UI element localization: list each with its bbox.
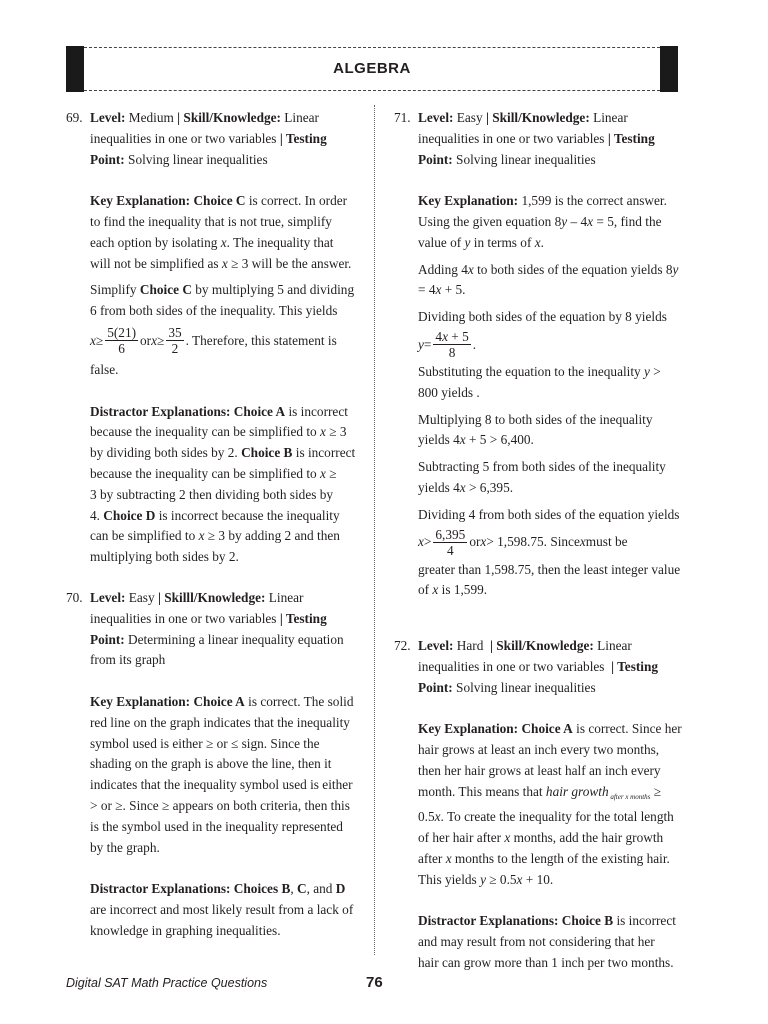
key-explanation: Key Explanation: Choice A is correct. The solid bbox=[90, 693, 354, 709]
distractor-explanation: Distractor Explanations: Choices B, C, and D bbox=[90, 881, 346, 897]
meta-line-3: Point: Solving linear inequalities bbox=[90, 151, 268, 167]
key-explanation: Key Explanation: Choice C is correct. In order bbox=[90, 193, 348, 209]
meta-line-1: Level: Medium | Skill/Knowledge: Linear bbox=[90, 110, 319, 125]
distractor-explanation: Distractor Explanations: Choice A is incorrect bbox=[90, 403, 348, 419]
question-69: 69. Level: Medium | Skill/Knowledge: Linear inequalities in one or two variables | Testing Point: Solving linear inequalities Key Explanation: Choice C is correct. In order to find the inequality that is not true, simplify each option by isolating x. The inequality that will not be simplified as x ≥ 3 will be the answer. Simplify Choice C by multiplying 5 and dividing 6 from both sides of the inequality. This yields x ≥ $\frac{5(21)}{6}$ or x ≥ $\frac{35}{2}$ . Therefore, this statement is false. Distractor Explanations: Choice A is incorrect because the inequality can be simplified to x ≥ 3 by dividing both sides by 2. Choice B is incorrect because the inequality can be simplified to x ≥ 3 by subtracting 2 then dividing both sides by 4. Choice D is incorrect because the inequality can be simplified to x ≥ 3 by adding 2 and then multiplying both sides by 2. bbox=[66, 110, 356, 565]
left-column bbox=[66, 108, 356, 568]
question-70: 70. Level: Easy | Skilll/Knowledge: Linear inequalities in one or two variables | Testing Point: Determining a linear inequality equation from its graph Key Explanation: Choice A is correct. The solid red line on the graph indicates that the inequality symbol used is either ≥ or ≤ sign. Since the shading on the graph is above the line, then it indicates that the inequality symbol used is either > or ≥. Since ≥ appears on both criteria, then this is the symbol used in the inequality represented by the graph. Distractor Explanations: Choices B, C, and D are incorrect and most likely result from a lack of knowledge in graphing inequalities. bbox=[66, 588, 356, 942]
page-footer bbox=[66, 974, 702, 994]
question-number: 72. bbox=[394, 638, 411, 653]
math-expression: x > $\frac{6,395}{4}$ or x > 1,598.75. Since x must be bbox=[418, 527, 628, 559]
section-title: ALGEBRA bbox=[333, 60, 411, 77]
section-header bbox=[66, 46, 678, 92]
header-right-bar bbox=[660, 46, 678, 92]
right-column-lower bbox=[394, 636, 682, 974]
column-divider bbox=[374, 105, 375, 955]
question-number: 69. bbox=[66, 110, 83, 125]
key-explanation: Key Explanation: 1,599 is the correct answer. bbox=[418, 193, 667, 209]
header-bottom-dashed-rule bbox=[84, 90, 660, 91]
question-number: 70. bbox=[66, 590, 83, 605]
question-72: 72. Level: Hard | Skill/Knowledge: Linear inequalities in one or two variables | Testing Point: Solving linear inequalities Key Explanation: Choice A is correct. Since her hair grows at least an inch every two months, then her hair grows at least half an inch every month. This means that hair growth $_{after x months}$ ≥ 0.5x. To create the inequality for the total length of her hair after x months, add the hair growth after x months to the length of the existing hair. This yields y ≥ 0.5x + 10. Distractor Explanations: Choice B is incorrect and may result from not considering that her hair can grow more than 1 inch per two months. bbox=[394, 638, 682, 970]
question-number: 71. bbox=[394, 110, 411, 125]
header-top-dashed-rule bbox=[84, 47, 660, 48]
left-column-lower bbox=[66, 588, 356, 942]
book-title: Digital SAT Math Practice Questions bbox=[66, 976, 268, 990]
right-column bbox=[394, 108, 682, 601]
key-explanation: Key Explanation: Choice A is correct. Since her bbox=[418, 721, 682, 737]
page-number: 76 bbox=[366, 974, 383, 991]
question-71: 71. Level: Easy | Skill/Knowledge: Linear inequalities in one or two variables | Testing Point: Solving linear inequalities Key Explanation: 1,599 is the correct answer. Using the given equation 8y – 4x = 5, find the value of y in terms of x. Adding 4x to both sides of the equation yields 8y = 4x + 5. Dividing both sides of the equation by 8 yields y = $\frac{4x + 5}{8}$ . Substituting the equation to the inequality y > 800 yields . Multiplying 8 to both sides of the inequality yields 4x + 5 > 6,400. Subtracting 5 from both sides of the inequality yields 4x > 6,395. Dividing 4 from both sides of the equation yields x > $\frac{6,395}{4}$ or x > 1,598.75. Since x must be greater than 1,598.75, then the least integer value of x is 1,599. bbox=[394, 110, 681, 598]
meta-line-2: inequalities in one or two variables | Testing bbox=[90, 130, 327, 146]
distractor-explanation: Distractor Explanations: Choice B is incorrect bbox=[418, 913, 676, 929]
math-expression: y = $\frac{4x + 5}{8}$ . bbox=[418, 329, 477, 361]
math-expression: x ≥ $\frac{5(21)}{6}$ or x ≥ $\frac{35}{2}$ . Therefore, this statement is bbox=[90, 325, 337, 357]
